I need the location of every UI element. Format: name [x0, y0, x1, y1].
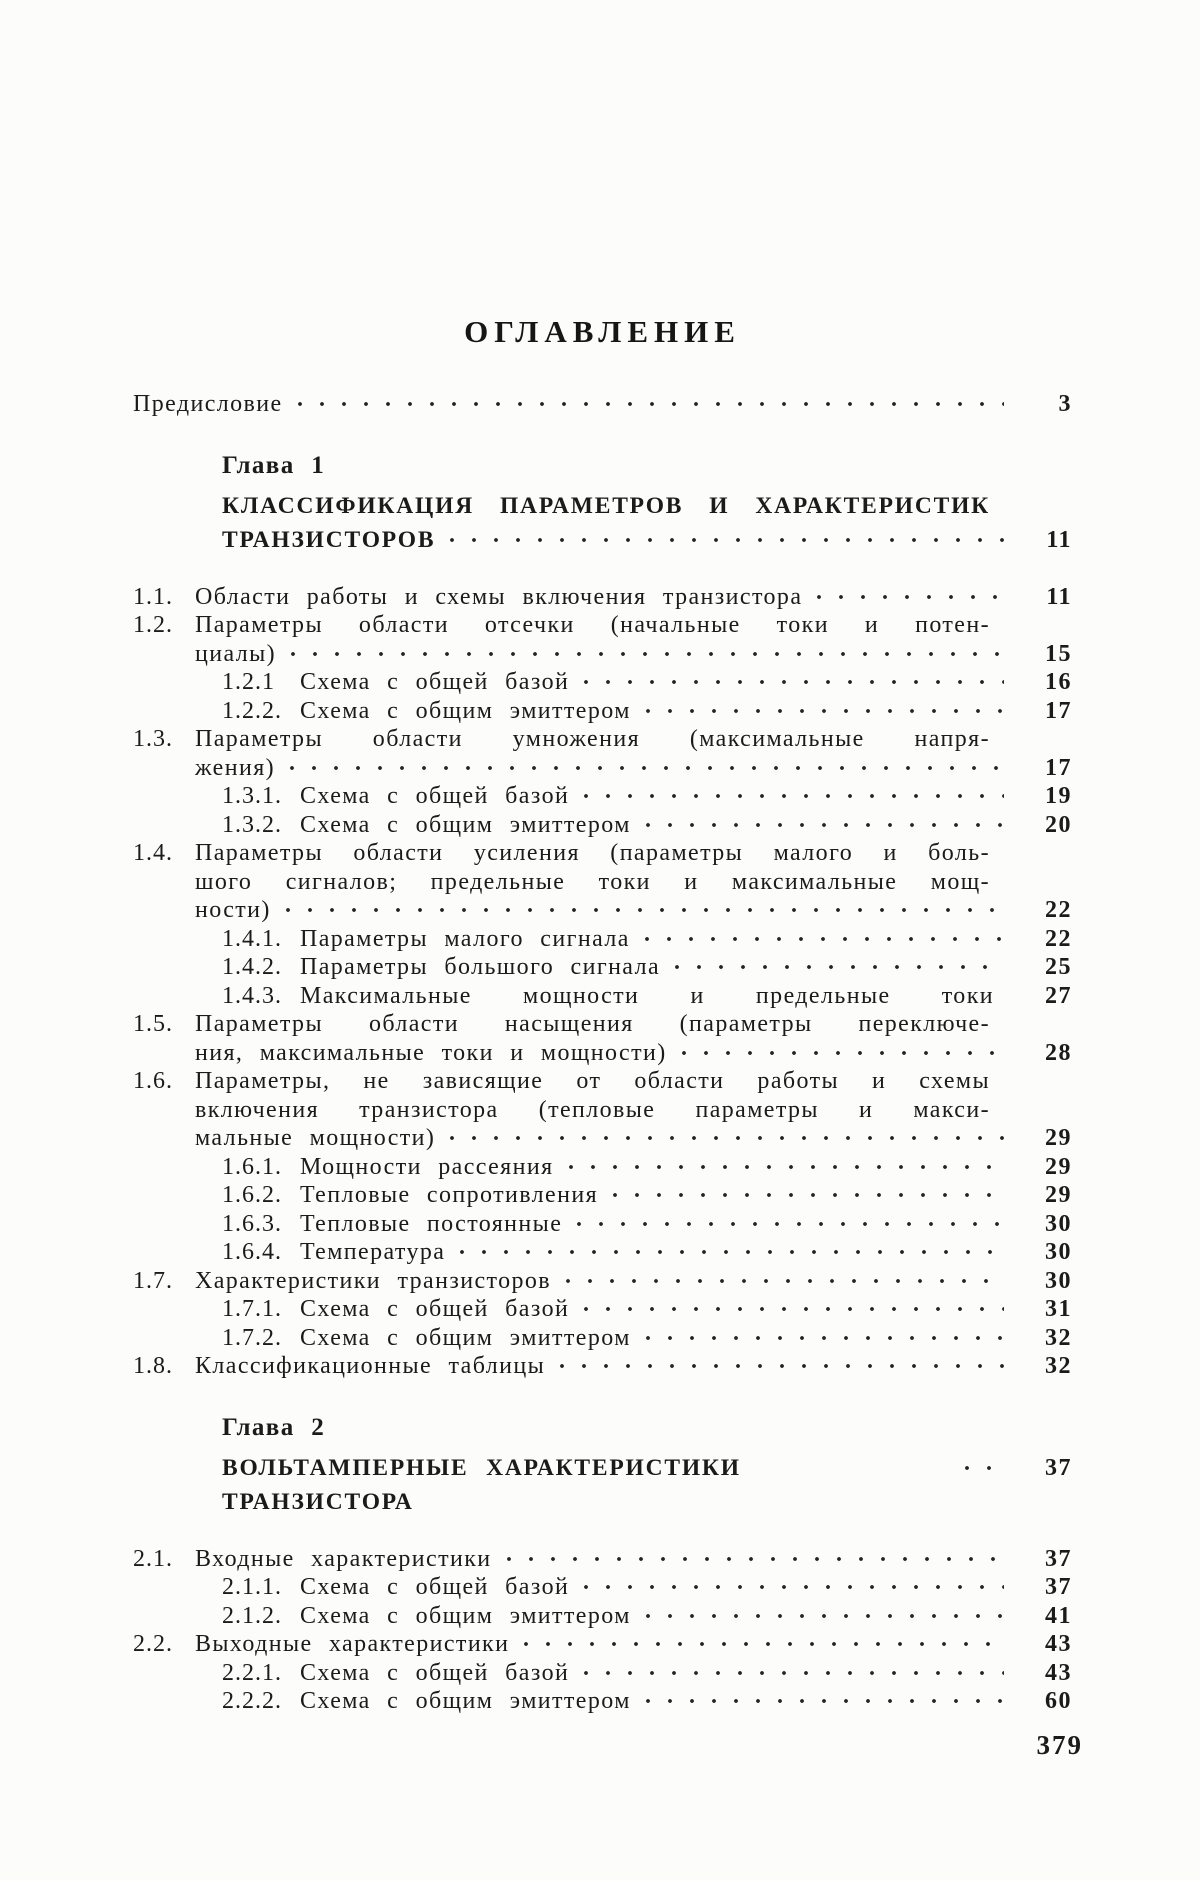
toc-entry-title: ния, максимальные токи и мощности) [195, 1039, 667, 1066]
toc-row [133, 697, 1072, 726]
toc-row [133, 1210, 1072, 1239]
toc-page-number: 31 [1045, 1296, 1072, 1322]
dot-leader [583, 1670, 1004, 1677]
toc-row [133, 1124, 1072, 1153]
dot-leader [506, 1556, 1004, 1563]
toc-row [133, 1659, 1072, 1688]
dot-leader [645, 1613, 1004, 1620]
toc-entry-number: 1.6.1. [222, 1153, 282, 1180]
toc-entry-title: Максимальные мощности и предельные токи [300, 982, 994, 1009]
dot-leader [290, 651, 1004, 658]
dot-leader [565, 1278, 1004, 1285]
toc-row [133, 754, 1072, 783]
toc-row [133, 1181, 1072, 1210]
toc-entry-title: Схема с общей базой [300, 1296, 570, 1322]
toc-row [133, 1010, 1072, 1039]
toc-row [133, 953, 1072, 982]
toc-entry-title: ности) [195, 897, 271, 923]
toc-entry-title: Схема с общим эмиттером [300, 1688, 631, 1714]
toc-entry-title: Схема с общей базой [300, 1574, 570, 1600]
toc-entry-title: КЛАССИФИКАЦИЯ ПАРАМЕТРОВ И ХАРАКТЕРИСТИК [222, 492, 990, 519]
toc-page-number: 17 [1045, 754, 1072, 781]
toc-entry-title: Параметры малого сигнала [300, 925, 630, 952]
toc-page-number: 16 [1045, 669, 1072, 695]
toc-row [133, 811, 1072, 840]
dot-leader [459, 1249, 1004, 1256]
toc-page-number: 37 [1045, 1545, 1072, 1572]
toc-page-number: 25 [1045, 954, 1072, 980]
toc-page-number: 29 [1045, 1182, 1072, 1208]
dot-leader [681, 1050, 1004, 1057]
toc-entry-number: 1.4.1. [222, 925, 282, 952]
chapter-title-row [133, 523, 1072, 557]
toc-entry-title: Области работы и схемы включения транзистора [195, 583, 803, 610]
toc-row [133, 868, 1072, 897]
toc-row [133, 1096, 1072, 1125]
toc-page-number: 11 [1046, 526, 1072, 553]
dot-leader [645, 822, 1004, 829]
toc-entry-number: 1.1. [133, 583, 173, 610]
toc-row [133, 1295, 1072, 1324]
toc-entry-title: Схема с общим эмиттером [300, 811, 631, 838]
toc-row [133, 725, 1072, 754]
toc-entry-title: Температура [300, 1239, 446, 1265]
dot-leader [568, 1164, 1004, 1171]
toc-row [133, 640, 1072, 669]
toc-page-number: 3 [1058, 391, 1072, 417]
toc-entry-number: 1.4.2. [222, 954, 282, 980]
toc-entry-title: Входные характеристики [195, 1545, 492, 1572]
toc-entry-title: ТРАНЗИСТОРОВ [222, 526, 436, 553]
toc-page-number: 32 [1045, 1324, 1072, 1351]
toc-entry-number: 1.7.1. [222, 1296, 282, 1322]
toc-row [133, 1067, 1072, 1096]
toc-page-number: 60 [1045, 1688, 1072, 1714]
dot-leader [559, 1363, 1004, 1370]
toc-entry-number: 1.6.2. [222, 1182, 282, 1208]
toc-entry-number: 1.4.3. [222, 982, 282, 1009]
dot-leader [583, 1584, 1004, 1591]
toc-page-number: 43 [1045, 1659, 1072, 1686]
toc-row [133, 1545, 1072, 1574]
dot-leader [285, 907, 1004, 914]
toc-page-number: 30 [1045, 1239, 1072, 1265]
toc-page-number: 30 [1045, 1210, 1072, 1237]
dot-leader [523, 1641, 1004, 1648]
toc-entry-number: 2.1. [133, 1545, 173, 1572]
toc-row [133, 925, 1072, 954]
toc-entry-title: Тепловые сопротивления [300, 1182, 599, 1208]
chapter-label: Глава 1 [222, 451, 326, 479]
toc-entry-title: циалы) [195, 640, 277, 667]
toc-entry-number: 2.1.2. [222, 1602, 282, 1629]
toc-row [133, 782, 1072, 811]
toc-entry-number: 2.2. [133, 1631, 173, 1657]
spacer [133, 1519, 1072, 1545]
dot-leader [645, 708, 1004, 715]
toc-page-number: 19 [1045, 783, 1072, 809]
dot-leader [449, 537, 1004, 544]
toc-entry-number: 2.2.1. [222, 1659, 282, 1686]
toc-entry-number: 1.6.4. [222, 1239, 282, 1265]
dot-leader [816, 594, 1004, 601]
toc-page-number: 37 [1045, 1574, 1072, 1600]
toc-row [133, 1238, 1072, 1267]
toc-entry-title: Предисловие [133, 391, 283, 417]
toc-page-number: 32 [1045, 1353, 1072, 1379]
toc-entry-title: Параметры большого сигнала [300, 954, 661, 980]
toc-page-number: 29 [1045, 1125, 1072, 1151]
dot-leader [645, 1335, 1004, 1342]
toc-entry-title: Параметры, не зависящие от области работы и схемы [195, 1068, 990, 1094]
page-folio: 379 [1036, 1729, 1083, 1760]
toc-row [133, 1573, 1072, 1602]
toc-entry-title: Схема с общей базой [300, 783, 570, 809]
toc-entry-number: 1.7. [133, 1267, 173, 1294]
toc-page-number: 22 [1045, 925, 1072, 952]
toc-entry-title: Выходные характеристики [195, 1631, 510, 1657]
toc-entry-title: мальные мощности) [195, 1125, 436, 1151]
toc-entry-title: ВОЛЬТАМПЕРНЫЕ ХАРАКТЕРИСТИКИ ТРАНЗИСТОРА [222, 1454, 759, 1515]
toc-entry-number: 1.3.1. [222, 783, 282, 809]
toc-entry-number: 1.4. [133, 840, 173, 866]
toc-entry-title: Схема с общей базой [300, 669, 570, 695]
dot-leader [583, 679, 1004, 686]
toc-row [133, 1687, 1072, 1716]
chapter-heading [133, 1413, 1072, 1443]
toc-page-number: 43 [1045, 1631, 1072, 1657]
toc-entry-title: шого сигналов; предельные токи и максимальные мощ- [195, 868, 990, 895]
toc-row [133, 839, 1072, 868]
dot-leader [576, 1221, 1004, 1228]
toc-entry-number: 1.3.2. [222, 811, 282, 838]
toc-entry-title: Параметры области усиления (параметры малого и боль- [195, 840, 990, 866]
toc-entry-title: Схема с общим эмиттером [300, 1602, 631, 1629]
toc-entry-number: 1.8. [133, 1353, 173, 1379]
toc-entry-title: Тепловые постоянные [300, 1210, 563, 1237]
chapter-title-row [133, 1451, 1072, 1519]
toc-entry-number: 2.1.1. [222, 1574, 282, 1600]
toc-page-number: 20 [1045, 811, 1072, 838]
toc-entry-number: 2.2.2. [222, 1688, 282, 1714]
page-title: ОГЛАВЛЕНИЕ [464, 314, 741, 349]
toc-page-number: 17 [1045, 697, 1072, 724]
toc-row [133, 982, 1072, 1011]
toc-entry-title: Параметры области умножения (максимальные напря- [195, 726, 990, 752]
toc-entry-number: 1.7.2. [222, 1324, 282, 1351]
toc-row [133, 1267, 1072, 1296]
toc-entry-title: Мощности рассеяния [300, 1153, 554, 1180]
toc-entry-number: 1.3. [133, 726, 173, 752]
toc-page-number: 22 [1045, 897, 1072, 923]
dot-leader [964, 1465, 1004, 1472]
toc-entry-title: Параметры области отсечки (начальные токи и потен- [195, 612, 990, 638]
toc-entry-number: 1.6. [133, 1068, 173, 1094]
toc-entry-number: 1.2. [133, 612, 173, 638]
dot-leader [645, 1698, 1004, 1705]
toc-page-number: 30 [1045, 1267, 1072, 1294]
toc-row [133, 1324, 1072, 1353]
toc-row [133, 611, 1072, 640]
dot-leader [583, 1306, 1004, 1313]
toc-page-number: 15 [1045, 640, 1072, 667]
dot-leader [289, 765, 1004, 772]
toc-row [133, 896, 1072, 925]
toc-entry-title: Схема с общим эмиттером [300, 1324, 631, 1351]
dot-leader [612, 1192, 1004, 1199]
toc-entry-number: 1.6.3. [222, 1210, 282, 1237]
toc-entry-number: 1.2.1 [222, 669, 275, 695]
chapter-label: Глава 2 [222, 1413, 326, 1441]
toc-row [133, 1352, 1072, 1381]
dot-leader [297, 401, 1004, 408]
chapter-title-row [133, 489, 1072, 523]
toc-row [133, 1153, 1072, 1182]
toc-entry-title: Характеристики транзисторов [195, 1267, 552, 1294]
dot-leader [674, 964, 1004, 971]
toc-row [133, 1039, 1072, 1068]
toc-row [133, 583, 1072, 612]
dot-leader [644, 936, 1004, 943]
toc-row [133, 1602, 1072, 1631]
toc-entry-title: жения) [195, 754, 276, 781]
toc-page-number: 29 [1045, 1153, 1072, 1180]
toc-entry-title: Классификационные таблицы [195, 1353, 546, 1379]
toc-row [133, 1630, 1072, 1659]
chapter-heading [133, 451, 1072, 481]
toc-entry-title: Схема с общим эмиттером [300, 697, 631, 724]
dot-leader [583, 793, 1004, 800]
spacer [133, 557, 1072, 583]
toc-row [133, 668, 1072, 697]
toc-list [133, 390, 1072, 1716]
toc-entry-number: 1.2.2. [222, 697, 282, 724]
toc-page-number: 41 [1045, 1602, 1072, 1629]
toc-entry-title: Параметры области насыщения (параметры переключе- [195, 1011, 990, 1037]
dot-leader [449, 1135, 1004, 1142]
toc-page-number: 37 [1045, 1454, 1072, 1481]
toc-entry-number: 1.5. [133, 1011, 173, 1037]
toc-page-number: 27 [1045, 982, 1072, 1009]
toc-row [133, 390, 1072, 419]
toc-page-number: 28 [1045, 1039, 1072, 1066]
toc-entry-title: включения транзистора (тепловые параметры и макси- [195, 1096, 990, 1123]
toc-page-number: 11 [1046, 583, 1072, 610]
toc-entry-title: Схема с общей базой [300, 1659, 570, 1686]
